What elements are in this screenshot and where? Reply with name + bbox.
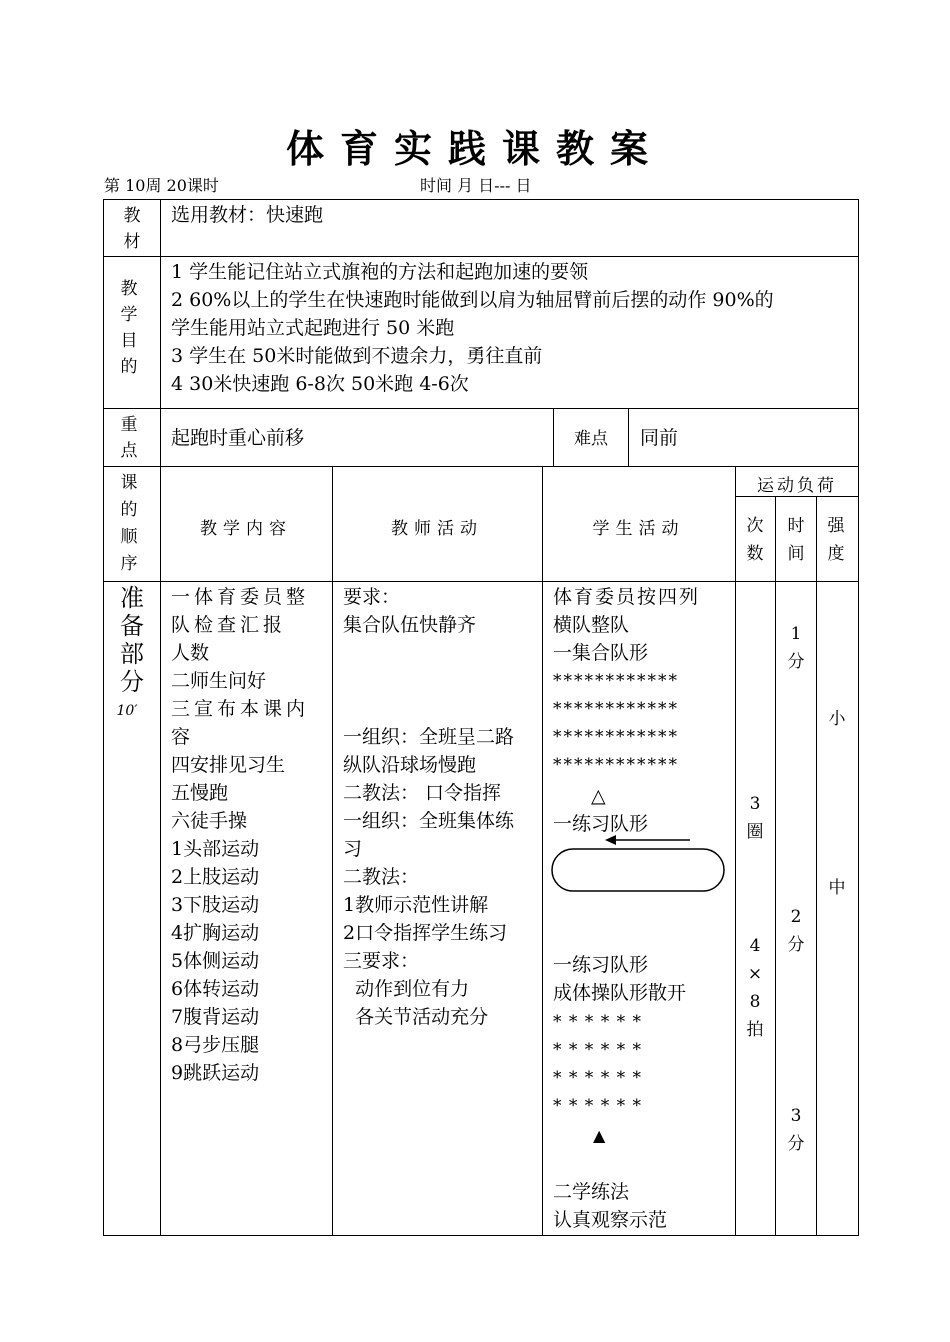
week-info: 第 10周 20课时 [104,176,219,195]
content-line: 四安排见习生 [171,754,286,776]
content-line: 三宣布本课内 [171,698,310,720]
teacher-line: 二教法： 口令指挥 [343,782,502,804]
teacher-line: 纵队沿球场慢跑 [343,754,477,776]
formation-row: * * * * * * [553,1040,643,1060]
count-value: 8 [749,992,761,1012]
time-value: 2 [790,907,802,927]
content-line: 2上肢运动 [171,866,260,888]
track-diagram [550,833,730,895]
count-unit: 圈 [746,822,764,842]
content-line: 5体侧运动 [171,950,260,972]
content-header: 教学内容 [200,519,292,539]
count-times: × [747,964,763,984]
difficulty-label: 难点 [574,429,608,449]
formation-row: ************ [553,699,679,719]
teacher-line: 要求： [343,586,401,608]
student-line: 认真观察示范 [553,1209,668,1231]
student-line: 横队整队 [553,614,630,636]
intensity-value: 中 [828,878,846,898]
student-line: 一集合队形 [553,642,649,664]
load-header: 运动负荷 [757,476,837,496]
teacher-line: 习 [343,838,363,860]
order-header: 课的顺序 [120,473,138,574]
formation-row: * * * * * * [553,1012,643,1032]
teacher-line: 集合队伍快静齐 [343,614,477,636]
formation-row: * * * * * * [553,1068,643,1088]
teacher-line: 三要求： [343,950,420,972]
teacher-line: 2口令指挥学生练习 [343,922,508,944]
time-header: 时间 [787,516,805,564]
teacher-line: 一组织：全班呈二路 [343,726,515,748]
content-line: 6体转运动 [171,978,260,1000]
formation-row: ************ [553,671,679,691]
content-line: 五慢跑 [171,782,229,804]
time-unit: 分 [787,935,805,955]
count-header: 次数 [746,516,764,564]
formation-row: ************ [553,755,679,775]
objectives-label: 教学目的 [120,279,138,377]
teacher-line: 1教师示范性讲解 [343,894,489,916]
intensity-value: 小 [828,709,846,729]
teacher-position-mark: △ [591,785,606,807]
content-line: 二师生问好 [171,670,267,692]
time-unit: 分 [787,1134,805,1154]
objective-line: 学生能用站立式起跑进行 50 米跑 [171,317,455,339]
teacher-header: 教师活动 [391,519,483,539]
objective-line: 4 30米快速跑 6-8次 50米跑 4-6次 [171,373,469,395]
content-line: 1头部运动 [171,838,260,860]
key-text: 起跑时重心前移 [171,427,305,449]
time-value: 3 [790,1106,802,1126]
content-line: 人数 [171,642,210,664]
content-line: 3下肢运动 [171,894,260,916]
teacher-position-mark-2: ▲ [593,1126,606,1145]
student-header: 学生活动 [592,519,685,539]
time-value: 1 [790,624,802,644]
objective-line: 1 学生能记住站立式旗袍的方法和起跑加速的要领 [171,261,589,283]
difficulty-text: 同前 [640,427,679,449]
arrow-head-icon [605,835,616,845]
content-line: 9跳跃运动 [171,1062,260,1084]
formation-row: ************ [553,727,679,747]
time-unit: 分 [787,652,805,672]
page-title: 体育实践课教案 [285,126,664,171]
content-line: 8弓步压腿 [171,1034,260,1056]
count-value: 3 [749,794,761,814]
content-line: 4扩胸运动 [171,922,260,944]
count-unit: 拍 [746,1020,764,1040]
material-text: 选用教材：快速跑 [171,204,324,226]
teacher-line: 动作到位有力 [343,978,470,1000]
teacher-line: 一组织：全班集体练 [343,810,515,832]
student-line: 一练习队形 [553,954,649,976]
objective-line: 3 学生在 50米时能做到不遗余力，勇往直前 [171,345,543,367]
key-label: 重点 [120,415,138,461]
teacher-line: 二教法： [343,866,420,888]
teacher-line: 各关节活动充分 [343,1006,489,1028]
section-name: 准备部分 [120,584,144,696]
time-info: 时间 月 日--- 日 [420,176,532,195]
formation-row: * * * * * * [553,1096,643,1116]
count-value: 4 [749,936,761,956]
student-line: 成体操队形散开 [553,982,687,1004]
student-line: 体育委员按四列 [553,586,701,608]
section-minutes: 10′ [116,703,138,719]
intensity-header: 强度 [827,516,845,564]
content-line: 7腹背运动 [171,1006,260,1028]
content-line: 容 [171,726,191,748]
student-line: 二学练法 [553,1181,630,1203]
objective-line: 2 60%以上的学生在快速跑时能做到以肩为轴屈臂前后摆的动作 90%的 [171,289,774,311]
content-line: 队检查汇报 [171,614,287,636]
material-label: 教材 [123,206,141,252]
student-line: 一练习队形 [553,813,649,835]
running-track [552,849,724,891]
content-line: 六徒手操 [171,810,248,832]
content-line: 一体育委员整 [171,586,310,608]
